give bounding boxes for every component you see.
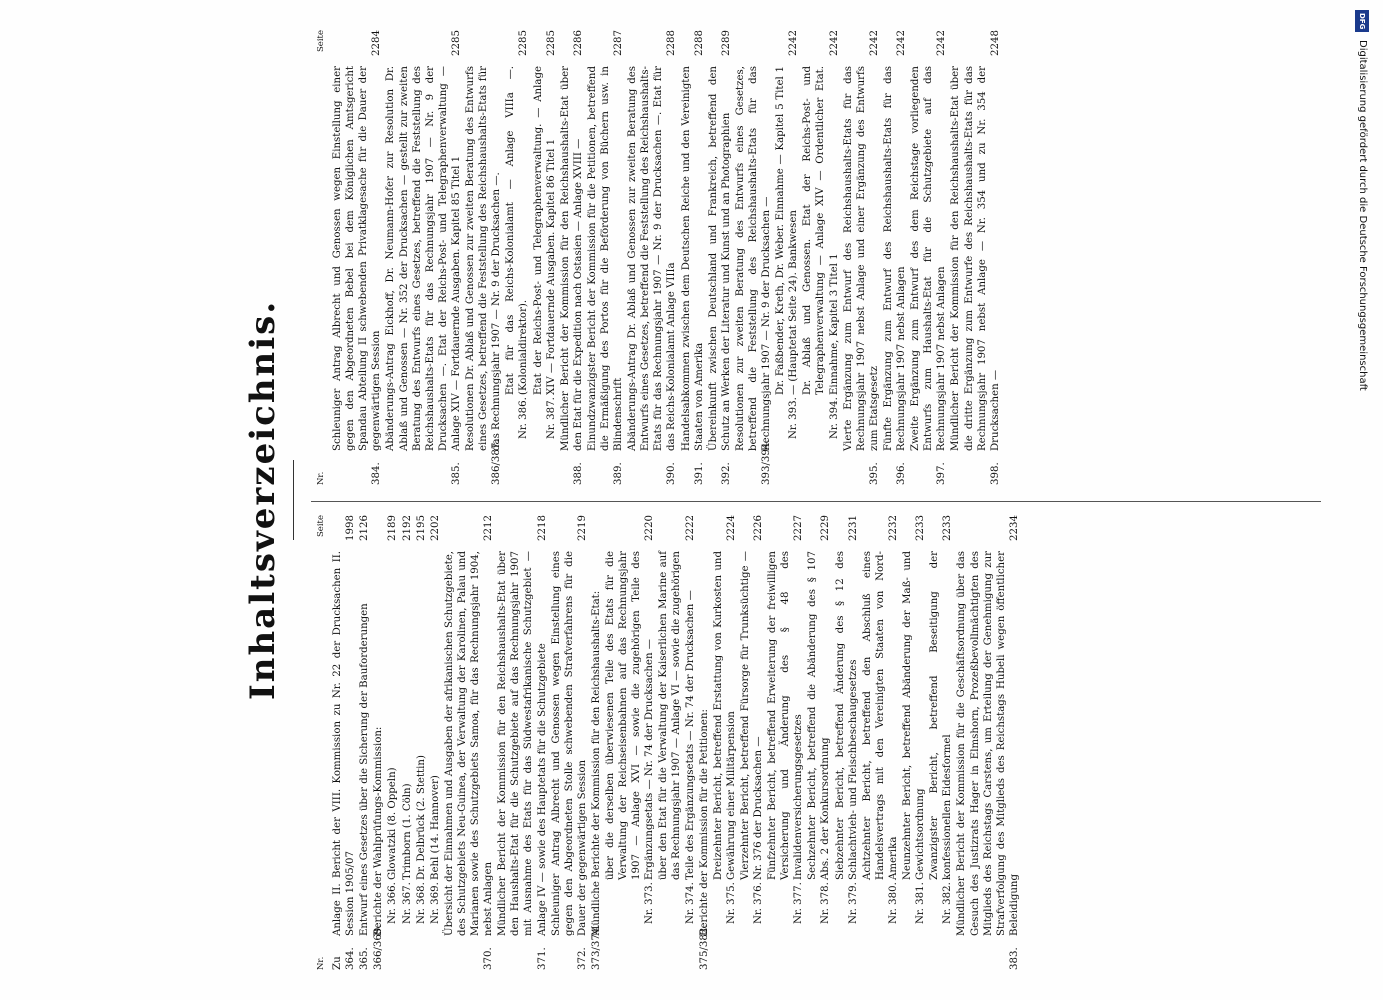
entry-text: Fünfzehnter Bericht, betreffend Erweiterung der freiwilligen Versicherung und Änderung des § 48 des Invalidenversicherungsgesetzes bbox=[767, 551, 805, 880]
entry-number: 366/369. bbox=[373, 924, 385, 970]
rotated-sheet bbox=[243, 30, 1355, 970]
entry-number: Nr. 393. bbox=[788, 397, 800, 439]
entry-text: Berichte der Kommission für die Petitionen: bbox=[698, 709, 710, 936]
entry-number: Nr. 369. bbox=[429, 882, 441, 924]
toc-entry bbox=[331, 30, 383, 485]
toc-entry bbox=[464, 30, 503, 485]
entry-text: Fünfte Ergänzung zum Entwurf des Reichshaushalts-Etats für das Rechnungsjahr 1907 nebst Anlagen bbox=[882, 66, 908, 451]
entry-number: Nr. 374. bbox=[684, 882, 696, 924]
entry-text: über die derselben überwiesenen Teile des Etats für die Verwaltung der Reichseisenbahnen auf das Rechnungsjahr 1907 — Anlage XVI — sowie die zugehörigen Teile des Ergänzungsetats — Nr. 74 der Drucksachen — bbox=[604, 551, 656, 880]
entry-text: Berichte der Wahlprüfungs-Kommission: bbox=[373, 726, 385, 936]
entry-text: Sechzehnter Bericht, betreffend die Abänderung des § 107 Abs. 2 der Konkursordnung bbox=[807, 551, 832, 880]
entry-text: Übereinkunft zwischen Deutschland und Frankreich, betreffend den Schutz an Werken der Literatur und Kunst und an Photographien bbox=[707, 66, 732, 451]
entry-page: 2288 bbox=[693, 30, 705, 56]
right-entry-list bbox=[331, 30, 1002, 485]
entry-page: 2231 bbox=[847, 515, 859, 541]
toc-entry bbox=[358, 515, 371, 970]
entry-text: Glowatzki (8. Oppeln) bbox=[387, 767, 399, 880]
entry-number: 395. bbox=[868, 462, 880, 485]
side-note-text: Digitalisierung gefördert durch die Deutsche Forschungsgemeinschaft bbox=[1357, 40, 1368, 391]
toc-entry bbox=[550, 515, 589, 970]
toc-entry bbox=[680, 30, 706, 485]
entry-number: Nr. 387. bbox=[545, 397, 557, 439]
entry-number: 398. bbox=[989, 462, 1001, 485]
entry-page: 2189 bbox=[387, 515, 399, 541]
toc-entry bbox=[712, 515, 738, 970]
toc-entry bbox=[909, 30, 948, 485]
entry-page: 2285 bbox=[450, 30, 462, 56]
entry-page: 2229 bbox=[820, 515, 832, 541]
entry-text: Dreizehnter Bericht, betreffend Erstattung von Kurkosten und Gewährung einer Militärpension bbox=[712, 551, 737, 880]
entry-number: 396. bbox=[896, 462, 908, 485]
entry-text: Einundzwanzigster Bericht der Kommission für die Petitionen, betreffend die Ermäßigung des Portos für die Beförderung von Büchern usw. in Blindenschrift bbox=[586, 66, 625, 451]
entry-page: 2242 bbox=[896, 30, 908, 56]
entry-text: Dr. Faßbender, Kreth, Dr. Weber. Einnahme — Kapitel 5 Titel 1 — (Hauptetat Seite 24). Bankwesen bbox=[775, 66, 800, 395]
entry-page: 2233 bbox=[915, 515, 927, 541]
nr-heading: Nr. bbox=[316, 471, 326, 485]
entry-page: 2212 bbox=[483, 515, 495, 541]
entry-number: Nr. 373. bbox=[644, 882, 656, 924]
toc-entry bbox=[707, 30, 733, 485]
entry-number: 384. bbox=[371, 462, 383, 485]
entry-number: 392. bbox=[720, 462, 732, 485]
toc-entry bbox=[496, 515, 548, 970]
entry-text: Etat für das Reichs-Kolonialamt — Anlage VIIIa —. (Kolonialdirektor). bbox=[505, 66, 530, 395]
toc-entry bbox=[806, 515, 832, 970]
toc-entry bbox=[734, 30, 773, 485]
toc-entry bbox=[429, 515, 442, 970]
entry-number: Nr. 382. bbox=[942, 882, 954, 924]
entry-number: 383. bbox=[1008, 947, 1020, 970]
entry-page: 2227 bbox=[793, 515, 805, 541]
entry-page: 2242 bbox=[936, 30, 948, 56]
toc-entry bbox=[372, 515, 385, 970]
entry-number: 375/382. bbox=[698, 924, 710, 970]
entry-text: Vierte Ergänzung zum Entwurf des Reichshaushalts-Etats für das Rechnungsjahr 1907 nebst Anlage und einer Ergänzung des Entwurfs zum Etatsgesetz bbox=[842, 66, 880, 451]
entry-number: Nr. 376. bbox=[753, 882, 764, 924]
entry-page: 2233 bbox=[942, 515, 954, 541]
entry-number: Nr. 368. bbox=[415, 882, 427, 924]
entry-page: 2222 bbox=[684, 515, 696, 541]
entry-number: 388. bbox=[572, 462, 584, 485]
entry-text: Resolutionen Dr. Ablaß und Genossen zur zweiten Beratung des Entwurfs eines Gesetzes, betreffend die Feststellung des Reichshaushalts-Etats für das Rechnungsjahr 1907 — Nr. 9 der Drucksachen —. bbox=[465, 66, 503, 451]
entry-number: Nr. 377. bbox=[793, 882, 805, 924]
entry-number: Nr. 386. bbox=[518, 397, 530, 439]
entry-page: 2285 bbox=[545, 30, 557, 56]
toc-entry bbox=[604, 515, 656, 970]
toc-entry bbox=[882, 30, 908, 485]
dfg-logo: DFG bbox=[1355, 10, 1369, 32]
entry-page: 2248 bbox=[989, 30, 1001, 56]
toc-entry bbox=[657, 515, 696, 970]
entry-text: Abänderungs-Antrag Eickhoff, Dr. Neumann-Hofer zur Resolution Dr. Ablaß und Genossen — Nr. 352 der Drucksachen — gestellt zur zweiten Beratung des Entwurfs eines Gesetzes, betreffend die Feststellung des Reichshaushalts-Etats für das Rechnungsjahr 1907 — Nr. 9 der Drucksachen —. Etat der Reichs-Post- und Telegraphenverwaltung — Anlage XIV — Fortdauernde Ausgaben. Kapitel 85 Titel 1 bbox=[385, 66, 462, 451]
entry-number: Nr. 394. bbox=[828, 397, 840, 439]
toc-entry bbox=[384, 30, 463, 485]
toc-entry bbox=[415, 515, 428, 970]
toc-entry bbox=[739, 515, 765, 970]
entry-text: Mündliche Berichte der Kommission für den Reichshaushalts-Etat: bbox=[590, 590, 602, 936]
entry-page: 2242 bbox=[868, 30, 880, 56]
page-title: Inhaltsverzeichnis. bbox=[243, 299, 283, 701]
title-divider bbox=[293, 460, 294, 540]
left-column bbox=[315, 515, 1022, 970]
entry-page: 2220 bbox=[644, 515, 656, 541]
toc-entry bbox=[331, 515, 357, 970]
entry-page: 2285 bbox=[518, 30, 530, 56]
entry-page: 2287 bbox=[613, 30, 625, 56]
toc-entry bbox=[928, 515, 954, 970]
entry-number: 393/394. bbox=[761, 439, 773, 485]
entry-number: Nr. 380. bbox=[887, 882, 899, 924]
entry-text: Achtzehnter Bericht, betreffend den Abschluß eines Handelsvertrags mit den Vereinigten Staaten von Nord-Amerika bbox=[861, 551, 899, 880]
left-entry-list bbox=[331, 515, 1021, 970]
toc-entry bbox=[626, 30, 678, 485]
entry-text: Mündlicher Bericht der Kommission für die Geschäftsordnung über das Gesuch des Justizrats Hager in Elmshorn, Prozeßbevollmächtigten des Mitglieds des Reichstags Carstens, um Erteilung der Genehmigung zur Strafverfolgung des Mitglieds des Reichstags Hubeli wegen öffentlicher Beleidigung bbox=[956, 551, 1020, 936]
entry-number: 385. bbox=[450, 462, 462, 485]
entry-text: Behl (14. Hannover) bbox=[429, 775, 441, 880]
entry-number: Nr. 375. bbox=[725, 882, 737, 924]
right-column-header bbox=[315, 30, 328, 485]
left-column-header bbox=[315, 515, 328, 970]
entry-text: über den Etat für die Verwaltung der Kaiserlichen Marine auf das Rechnungsjahr 1907 — Anlage VI — sowie die zugehörigen Teile des Ergänzungsetats — Nr. 74 der Drucksachen — bbox=[658, 551, 696, 880]
entry-text: Abänderungs-Antrag Dr. Ablaß und Genossen zur zweiten Beratung des Entwurfs eines Gesetzes, betreffend die Feststellung des Reichshaushalts-Etats für das Rechnungsjahr 1907 — Nr. 9 der Drucksachen —. Etat für das Reichs-Kolonialamt Anlage VIIIa bbox=[627, 66, 678, 451]
entry-page: 2224 bbox=[725, 515, 737, 541]
entry-page: 2242 bbox=[788, 30, 800, 56]
toc-entry bbox=[401, 515, 414, 970]
entry-text: Anlage II. Bericht der VIII. Kommission zu Nr. 22 der Drucksachen II. Session 1905/07 bbox=[332, 551, 357, 936]
entry-page: 2202 bbox=[429, 515, 441, 541]
entry-number: Nr. 378. bbox=[820, 882, 832, 924]
column-divider bbox=[311, 501, 1321, 502]
toc-entry bbox=[586, 30, 625, 485]
entry-text: Schleuniger Antrag Albrecht und Genossen wegen Einstellung einer gegen den Abgeordneten Bebel bei dem Königlichen Amtsgericht Spandau Abteilung II schwebenden Privatklagesache für die Dauer der gegenwärtigen Session bbox=[332, 66, 383, 451]
toc-entry bbox=[590, 515, 603, 970]
entry-text: Etat der Reichs-Post- und Telegraphenverwaltung. — Anlage XIV — Fortdauernde Ausgaben. Kapitel 86 Titel 1 bbox=[532, 66, 557, 395]
entry-page: 2126 bbox=[359, 515, 371, 541]
entry-number: 391. bbox=[693, 462, 705, 485]
entry-number: Nr. 379. bbox=[847, 882, 859, 924]
entry-text: Trimborn (1. Cöln) bbox=[401, 783, 413, 880]
entry-number: 373/374. bbox=[590, 924, 602, 970]
entry-page: 2289 bbox=[720, 30, 732, 56]
entry-text: Schleuniger Antrag Albrecht und Genossen wegen Einstellung eines gegen den Abgeordneten Stolle schwebenden Strafverfahrens für die Dauer der gegenwärtigen Session bbox=[550, 551, 588, 936]
entry-page: 2226 bbox=[753, 515, 764, 541]
entry-number: Nr. 367. bbox=[401, 882, 413, 924]
toc-entry bbox=[504, 30, 530, 485]
entry-text: Mündlicher Bericht der Kommission für den Reichshaushalts-Etat über den Etat für die Expedition nach Ostasien — Anlage XVIII — bbox=[559, 66, 584, 451]
toc-entry bbox=[901, 515, 927, 970]
entry-number: 386/387. bbox=[491, 439, 503, 485]
toc-entry bbox=[774, 30, 800, 485]
toc-entry bbox=[834, 515, 860, 970]
entry-text: Dr. Delbrück (2. Stettin) bbox=[415, 755, 427, 880]
entry-page: 2288 bbox=[666, 30, 678, 56]
toc-entry bbox=[698, 515, 711, 970]
entry-text: Mündlicher Bericht der Kommission für den Reichshaushalts-Etat über die dritte Ergänzung zum Entwurfe des Reichshaushalts-Etats für das Rechnungsjahr 1907 nebst Anlage — Nr. 354 und zu Nr. 354 der Drucksachen — bbox=[950, 66, 1001, 451]
toc-entry bbox=[949, 30, 1001, 485]
seite-heading: Seite bbox=[316, 30, 326, 53]
entry-number: 397. bbox=[936, 462, 948, 485]
entry-number: 389. bbox=[613, 462, 625, 485]
entry-number: 365. bbox=[359, 947, 371, 970]
toc-entry bbox=[861, 515, 900, 970]
entry-text: Entwurf eines Gesetzes über die Sicherung der Bauforderungen bbox=[359, 603, 371, 936]
entry-page: 2195 bbox=[415, 515, 427, 541]
entry-page: 2284 bbox=[371, 30, 383, 56]
entry-number: 390. bbox=[666, 462, 678, 485]
toc-entry bbox=[955, 515, 1020, 970]
entry-text: Siebzehnter Bericht, betreffend Änderung des § 12 des Schlachtvieh- und Fleischbeschaugesetzes bbox=[834, 551, 859, 880]
entry-text: Vierzehnter Bericht, betreffend Fürsorge für Trunksüchtige — Nr. 376 der Drucksachen — bbox=[739, 551, 764, 880]
entry-text: Neunzehnter Bericht, betreffend Abänderung der Maß- und Gewichtsordnung bbox=[902, 551, 927, 880]
right-column bbox=[315, 30, 1003, 485]
toc-entry bbox=[766, 515, 805, 970]
toc-entry bbox=[801, 30, 840, 485]
entry-text: Übersicht der Einnahmen und Ausgaben der afrikanischen Schutzgebiete, des Schutzgebiets Neu-Guinea, der Verwaltung der Karolinen, Palau und Marianen sowie des Schutzgebiets Samoa, für das Rechnungsjahr 1904, nebst Anlagen bbox=[443, 551, 495, 936]
entry-number: Nr. 381. bbox=[915, 882, 927, 924]
toc-entry bbox=[532, 30, 558, 485]
entry-number: 372. bbox=[576, 947, 588, 970]
entry-text: Zweite Ergänzung zum Entwurf des dem Reichstage vorliegenden Entwurfs zum Haushalts-Etat für die Schutzgebiete auf das Rechnungsjahr 1907 nebst Anlagen bbox=[910, 66, 948, 451]
toc-entry bbox=[386, 515, 399, 970]
entry-text: Mündlicher Bericht der Kommission für den Reichshaushalts-Etat über den Haushalts-Etat für die Schutzgebiete auf das Rechnungsjahr 1907 mit Ausnahme des Etats für das Südwestafrikanische Schutzgebiet — Anlage IV — sowie des Hauptetats für die Schutzgebiete bbox=[497, 551, 548, 936]
entry-number: 370. bbox=[483, 947, 495, 970]
entry-text: Handelsabkommen zwischen dem Deutschen Reiche und den Vereinigten Staaten von Amerika bbox=[680, 66, 705, 451]
entry-text: Zwanzigster Bericht, betreffend Beseitigung der konfessionellen Eidesformel bbox=[929, 551, 954, 880]
entry-text: Dr. Ablaß und Genossen. Etat der Reichs-Post- und Telegraphenverwaltung — Anlage XIV — Ordentlicher Etat. Einnahme, Kapitel 3 Titel 1 bbox=[802, 66, 840, 395]
entry-page: 2242 bbox=[828, 30, 840, 56]
entry-page: 2218 bbox=[536, 515, 548, 541]
entry-number: 371. bbox=[536, 947, 548, 970]
nr-heading: Nr. bbox=[316, 956, 326, 970]
entry-text: Resolutionen zur zweiten Beratung des Entwurfs eines Gesetzes, betreffend die Feststellung des Reichshaushalts-Etats für das Rechnungsjahr 1907 — Nr. 9 der Drucksachen — bbox=[734, 66, 773, 451]
entry-page: 2219 bbox=[576, 515, 588, 541]
entry-number: Zu 364. bbox=[332, 947, 357, 970]
entry-page: 2286 bbox=[572, 30, 584, 56]
entry-page: 2192 bbox=[401, 515, 413, 541]
entry-page: 1998 bbox=[345, 515, 357, 541]
entry-page: 2232 bbox=[887, 515, 899, 541]
toc-entry bbox=[443, 515, 495, 970]
toc-entry bbox=[842, 30, 881, 485]
entry-number: Nr. 366. bbox=[387, 882, 399, 924]
seite-heading: Seite bbox=[316, 515, 326, 538]
entry-page: 2234 bbox=[1008, 515, 1020, 541]
toc-entry bbox=[559, 30, 585, 485]
side-note bbox=[1349, 12, 1375, 988]
